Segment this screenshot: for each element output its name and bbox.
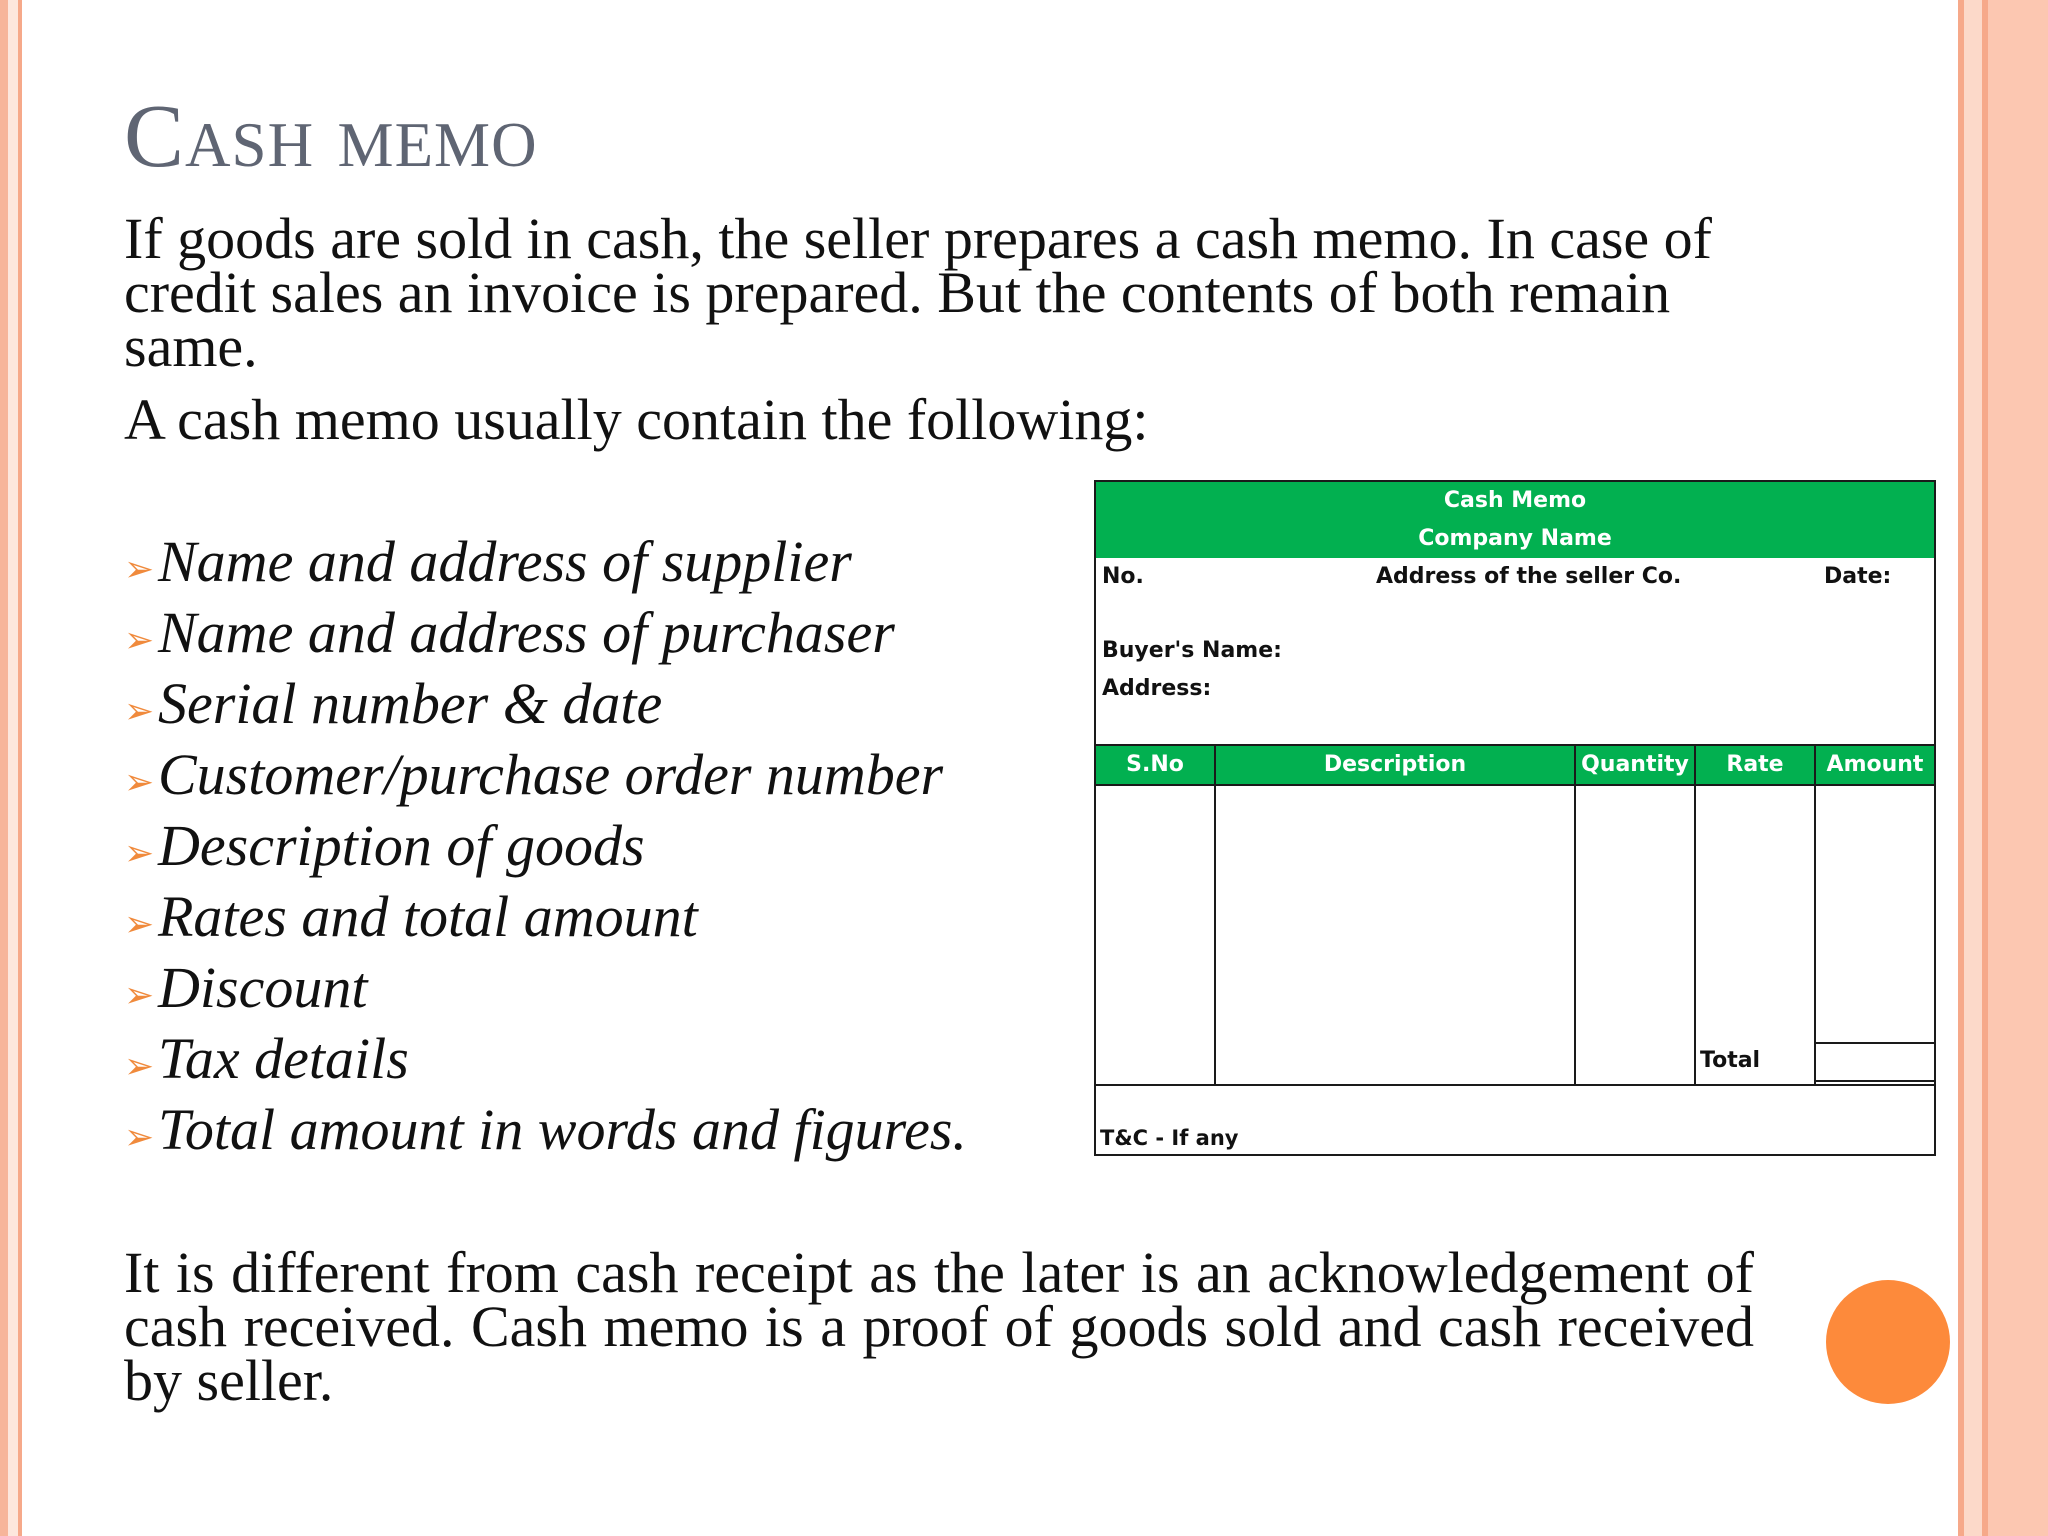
- memo-header-company: Company Name: [1418, 526, 1612, 551]
- orange-circle-decoration: [1826, 1280, 1950, 1404]
- slide-title: Cash memo: [124, 87, 538, 186]
- right-border-stripe: [1964, 0, 1982, 1536]
- memo-seller-address-label: Address of the seller Co.: [1376, 564, 1682, 589]
- memo-column-amount: Amount: [1816, 746, 1934, 784]
- right-border-stripe: [1988, 0, 2048, 1536]
- memo-column-line: [1574, 784, 1576, 1086]
- list-item: [124, 881, 967, 952]
- memo-divider: [1096, 1084, 1934, 1086]
- left-border-stripe: [8, 0, 18, 1536]
- list-item-text: Rates and total amount: [158, 884, 698, 949]
- memo-buyer-name-label: Buyer's Name:: [1102, 638, 1282, 663]
- memo-total-line: [1814, 1042, 1936, 1044]
- list-item-text: Discount: [158, 955, 368, 1020]
- lead-sentence: A cash memo usually contain the following:: [124, 387, 1149, 452]
- list-item: [124, 952, 967, 1023]
- outro-paragraph: It is different from cash receipt as the later is an acknowledgement of cash received. Cash memo is a proof of goods sold and cash received by seller.: [124, 1240, 1754, 1413]
- list-item-text: Serial number & date: [158, 671, 663, 736]
- memo-header-title: Cash Memo: [1443, 488, 1587, 513]
- memo-buyer-address-label: Address:: [1102, 676, 1212, 701]
- intro-paragraph: If goods are sold in cash, the seller prepares a cash memo. In case of credit sales an invoice is prepared. But the contents of both remain same.: [124, 206, 1712, 379]
- arrow-bullet-icon: ➢: [124, 904, 155, 945]
- list-item-text: Total amount in words and figures.: [158, 1097, 967, 1162]
- list-item: [124, 526, 967, 597]
- arrow-bullet-icon: ➢: [124, 1046, 155, 1087]
- list-item: [124, 668, 967, 739]
- memo-column-line: [1694, 784, 1696, 1086]
- arrow-bullet-icon: ➢: [124, 691, 155, 732]
- list-item: [124, 1094, 967, 1165]
- memo-column-sno: S.No: [1096, 746, 1216, 784]
- cash-memo-form: [1094, 480, 1936, 1156]
- left-border-stripe: [0, 0, 8, 1536]
- list-item: [124, 1023, 967, 1094]
- list-item: [124, 739, 967, 810]
- memo-total-label: Total: [1700, 1048, 1761, 1073]
- list-item-text: Name and address of purchaser: [158, 600, 895, 665]
- memo-header: [1096, 482, 1934, 558]
- contents-list: [124, 526, 967, 1165]
- arrow-bullet-icon: ➢: [124, 833, 155, 874]
- arrow-bullet-icon: ➢: [124, 1117, 155, 1158]
- memo-total-line: [1814, 1080, 1936, 1082]
- list-item: [124, 597, 967, 668]
- memo-column-quantity: Quantity: [1576, 746, 1696, 784]
- memo-column-line: [1814, 784, 1816, 1086]
- memo-date-label: Date:: [1824, 564, 1892, 589]
- arrow-bullet-icon: ➢: [124, 975, 155, 1016]
- arrow-bullet-icon: ➢: [124, 620, 155, 661]
- memo-column-line: [1214, 784, 1216, 1086]
- memo-column-description: Description: [1216, 746, 1576, 784]
- list-item: [124, 810, 967, 881]
- list-item-text: Customer/purchase order number: [158, 742, 944, 807]
- memo-terms-label: T&C - If any: [1100, 1126, 1239, 1150]
- left-border-stripe: [18, 0, 22, 1536]
- list-item-text: Name and address of supplier: [158, 529, 852, 594]
- memo-divider: [1096, 784, 1934, 786]
- list-item-text: Description of goods: [158, 813, 645, 878]
- list-item-text: Tax details: [158, 1026, 409, 1091]
- arrow-bullet-icon: ➢: [124, 762, 155, 803]
- arrow-bullet-icon: ➢: [124, 549, 155, 590]
- memo-column-rate: Rate: [1696, 746, 1816, 784]
- memo-no-label: No.: [1102, 564, 1144, 589]
